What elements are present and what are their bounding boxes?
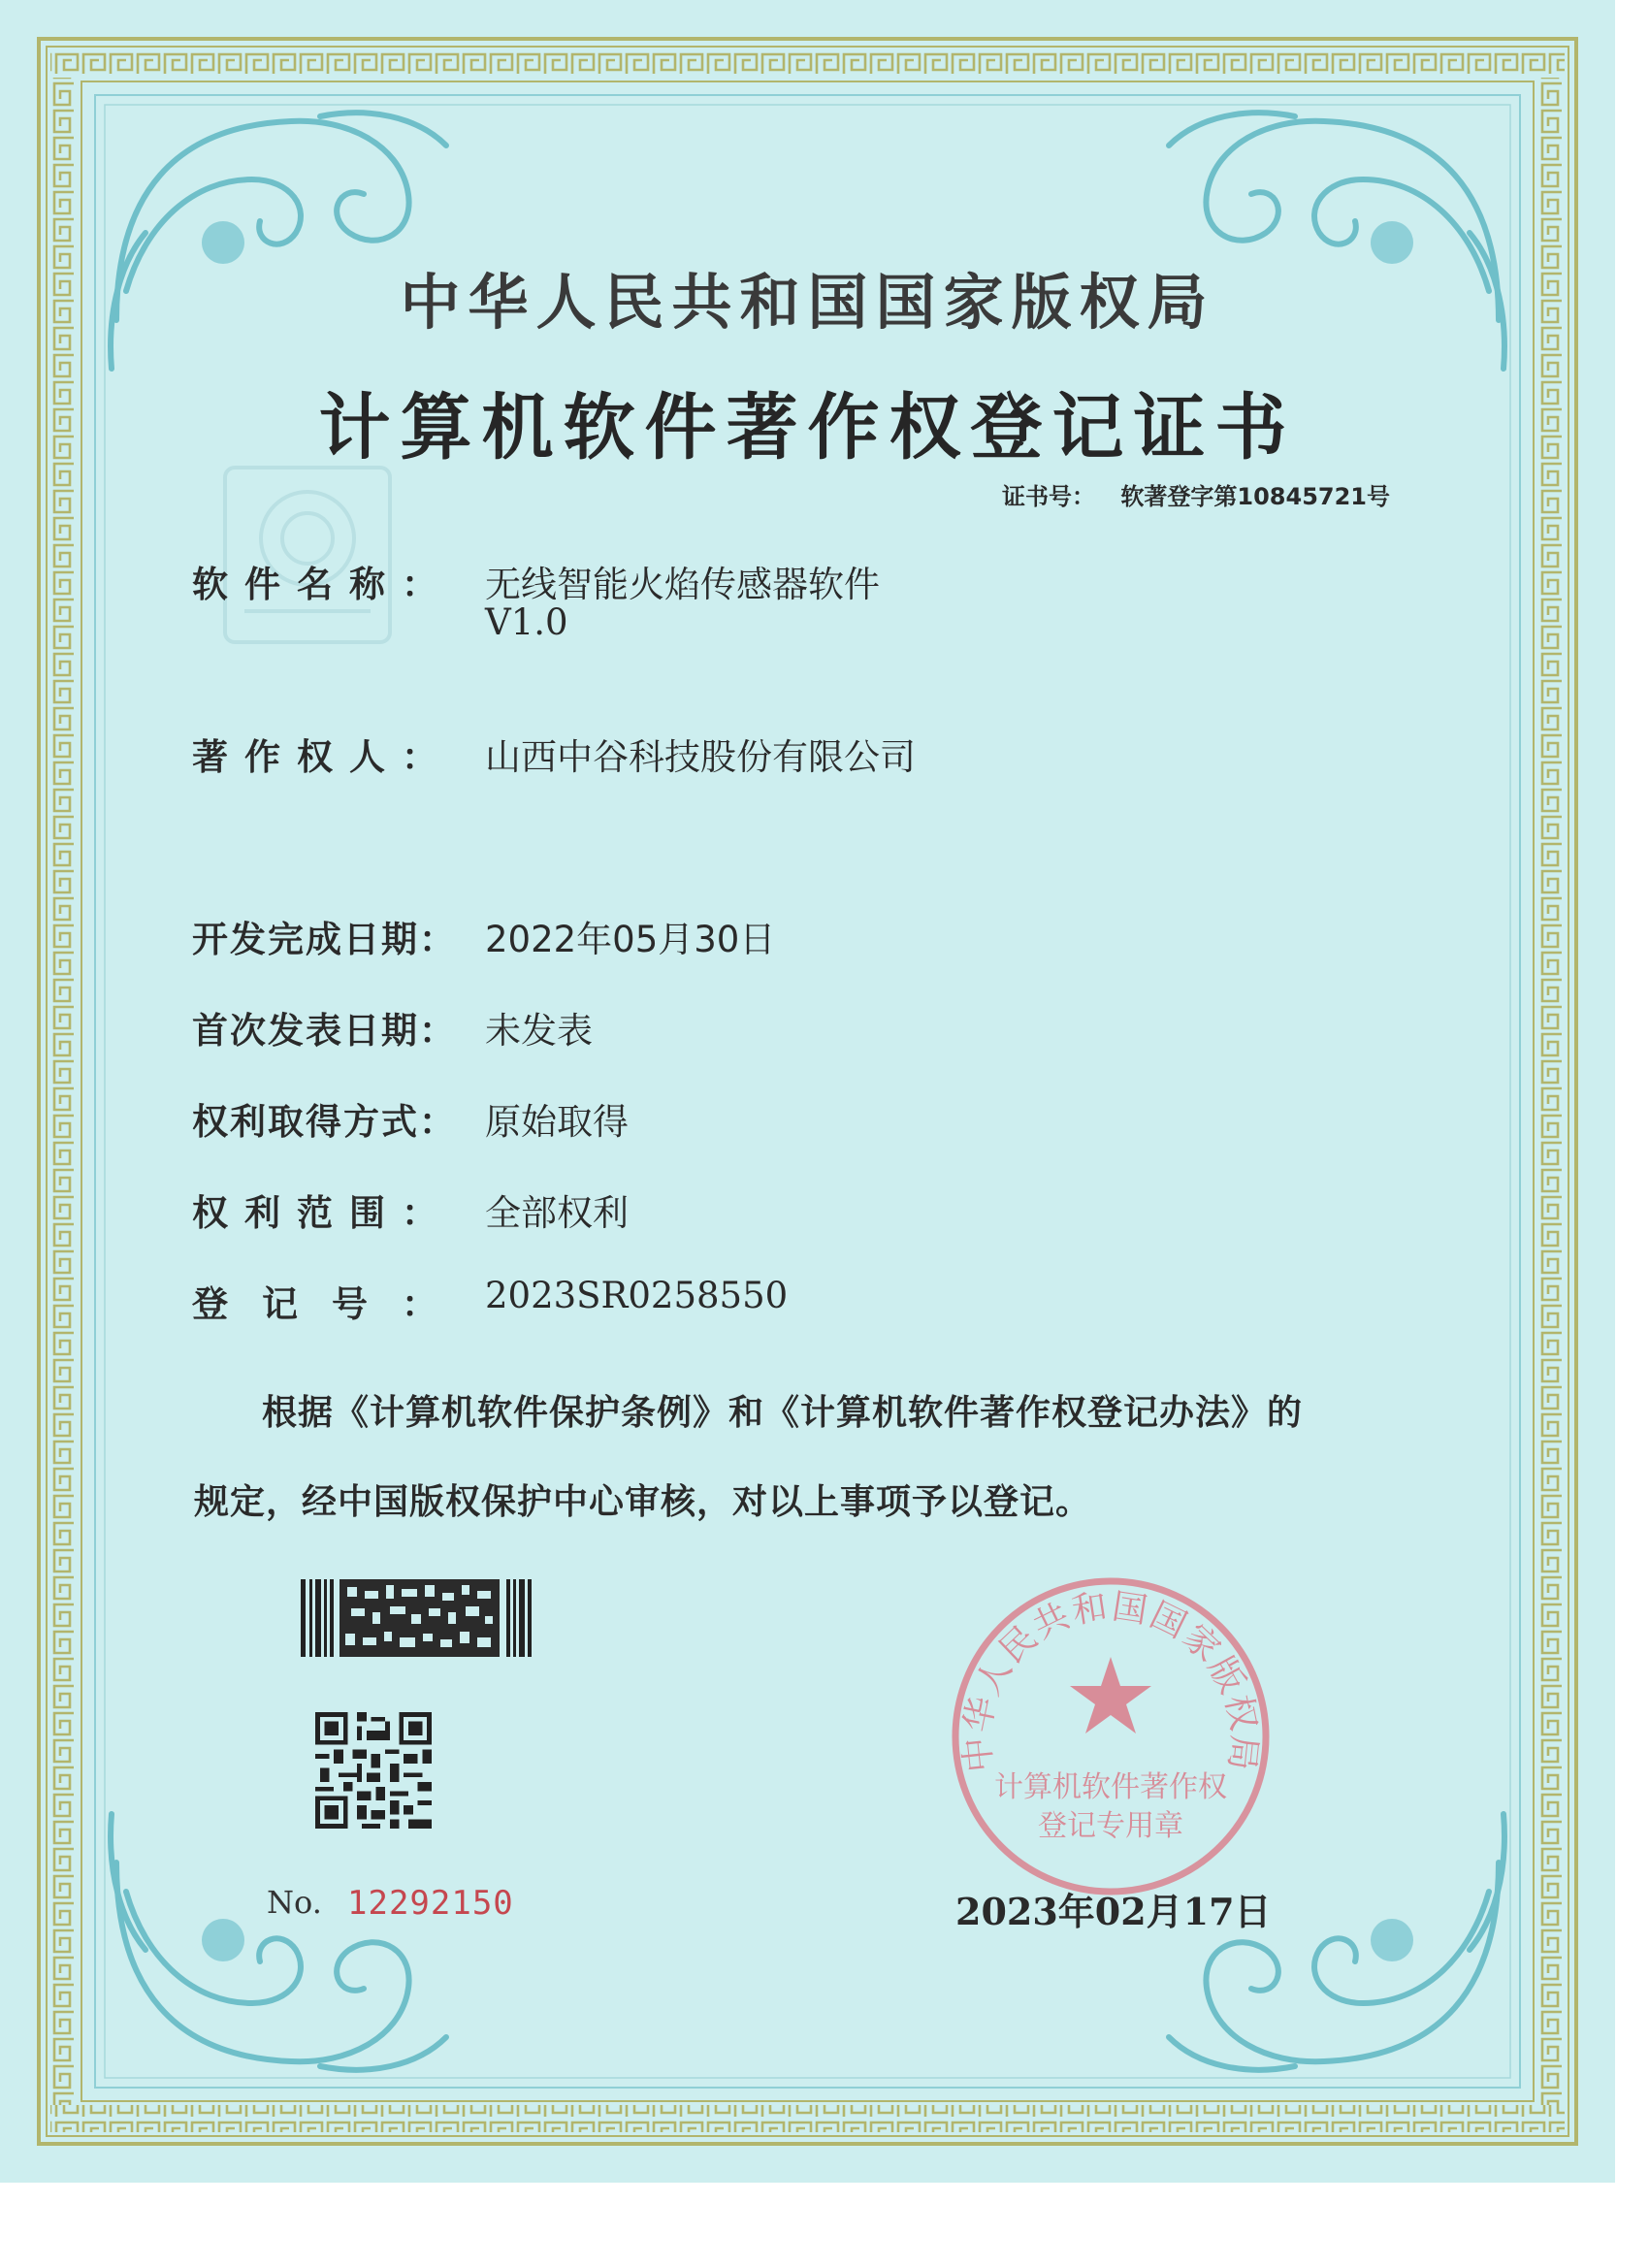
statement-line-1: 根据《计算机软件保护条例》和《计算机软件著作权登记办法》的 [262,1393,1304,1433]
barcode-icon [301,1579,534,1657]
official-seal-icon [946,1571,1276,1901]
field-value-rights-scope: 全部权利 [485,1192,629,1234]
field-label-registration-no: 登 记 号 ： [192,1283,439,1325]
statement-line-2: 规定，经中国版权保护中心审核，对以上事项予以登记。 [194,1482,1092,1522]
field-value-software-name: 无线智能火焰传感器软件 [485,564,880,605]
issue-date: 2023年02月17日 [955,1890,1272,1933]
field-label-completion-date: 开发完成日期： [192,919,457,960]
field-label-software-name: 软 件 名 称 ： [192,564,439,605]
svg-text:计算机软件著作权: 计算机软件著作权 [994,1770,1227,1804]
field-value-copyright-owner: 山西中谷科技股份有限公司 [485,736,916,778]
svg-text:中华人民共和国国家版权局: 中华人民共和国国家版权局 [956,1586,1265,1774]
field-label-acquisition-method: 权利取得方式： [192,1101,457,1143]
serial-number: 12292150 [347,1884,514,1923]
corner-ornament-icon [111,1814,446,2070]
svg-text:登记专用章: 登记专用章 [1038,1809,1183,1843]
certificate-number [1002,477,1390,511]
field-value-acquisition-method: 原始取得 [485,1101,629,1143]
field-label-rights-scope: 权 利 范 围 ： [192,1192,439,1234]
field-value-registration-no: 2023SR0258550 [485,1275,789,1316]
field-value-first-publication: 未发表 [485,1010,593,1052]
certificate-title: 计算机软件著作权登记证书 [318,386,1297,470]
field-value-software-version: V1.0 [485,601,568,643]
serial-label: No. [267,1884,322,1921]
field-label-first-publication: 首次发表日期： [192,1010,457,1052]
issuer-title: 中华人民共和国国家版权局 [400,267,1215,338]
field-value-completion-date: 2022年05月30日 [485,919,776,960]
certificate-number-value: 软著登字第10845721号 [1120,483,1390,510]
certificate-number-label: 证书号： [1002,483,1096,510]
field-label-copyright-owner: 著 作 权 人 ： [192,736,439,778]
qr-code-icon [315,1712,432,1829]
